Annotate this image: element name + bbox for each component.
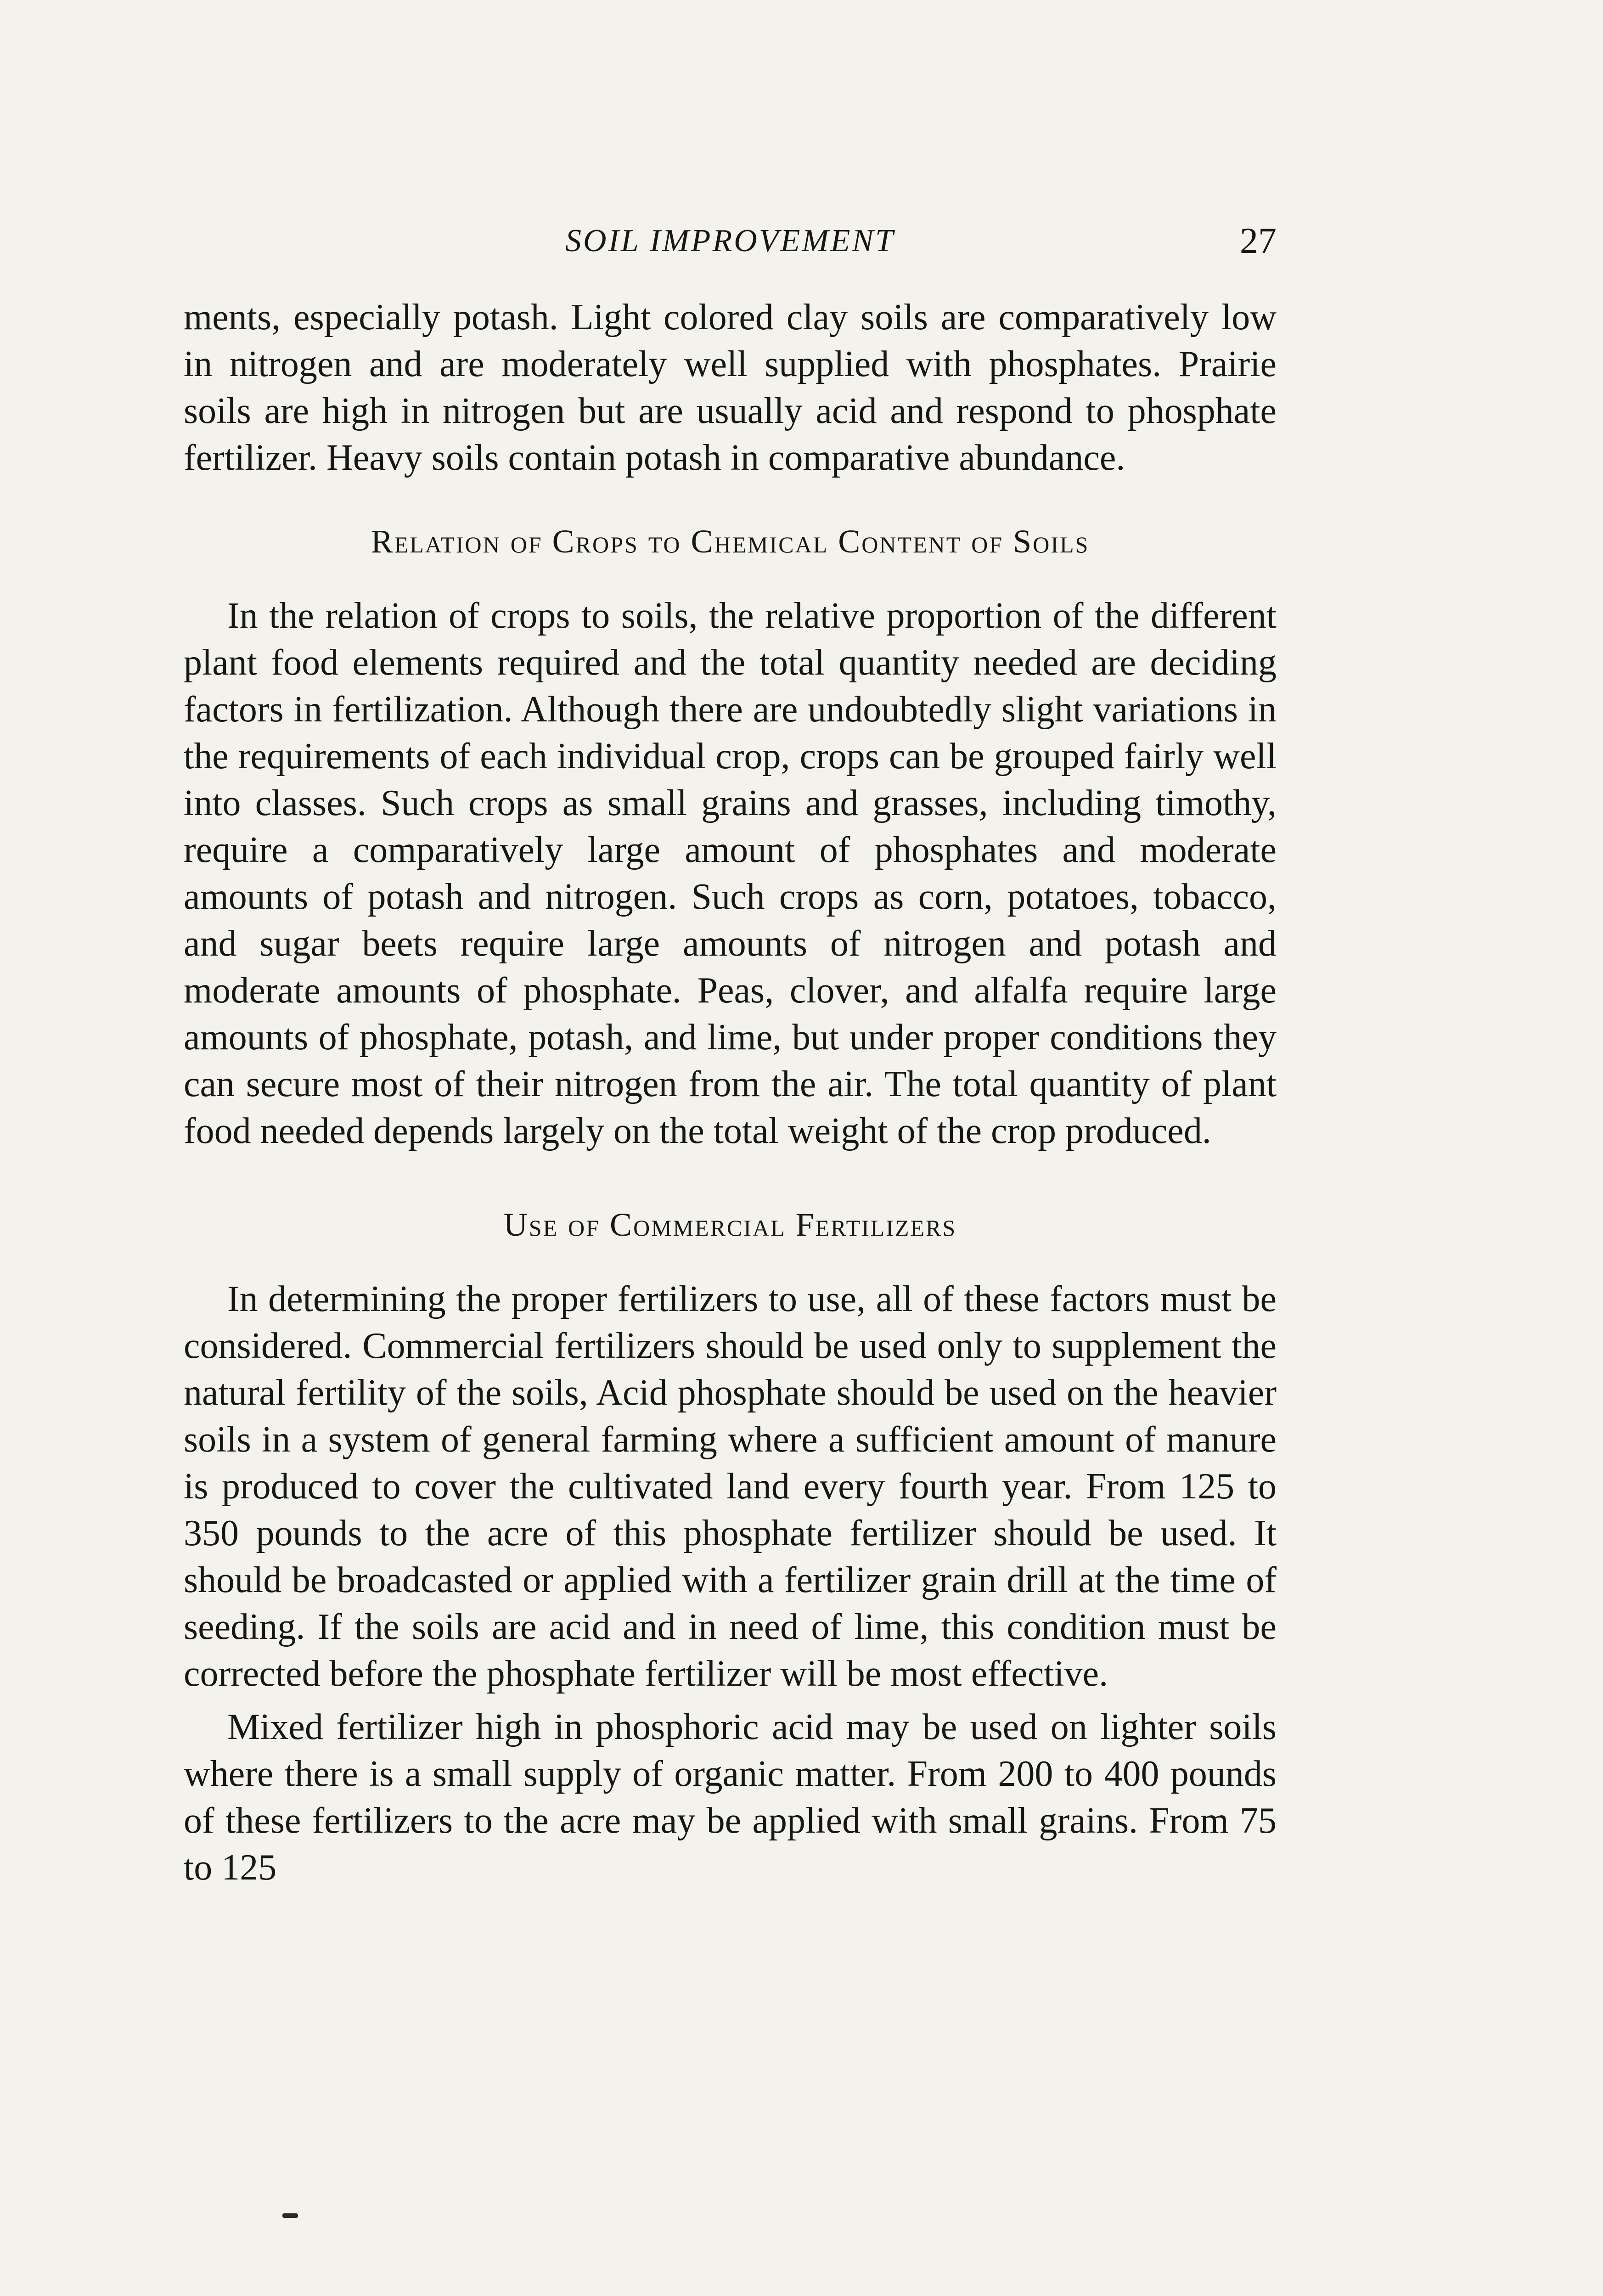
paragraph-continuation: ments, especially potash. Light colored clay soils are comparatively low in nitrogen and are moderately well supplied with phosphates. Prairie soils are high in nitrogen but are usually acid and respond to phosphate fertilizer. Heavy soils contain potash in comparative abundance. (184, 297, 1277, 478)
paragraph-determining-fertilizers: In determining the proper fertilizers to use, all of these factors must be considered. Commercial fertilizers should be used only to supplement the natural fertility of the soils, Acid phosphate should be used on the heavier soils in a system of general farming where a sufficient amount of manure is produced to cover the cultivated land every fourth year. From 125 to 350 pounds to the acre of this phosphate fertilizer should be used. It should be broadcasted or applied with a fertilizer grain drill at the time of seeding. If the soils are acid and in need of lime, this condition must be corrected before the phosphate fertilizer will be most effective. (184, 1279, 1277, 1694)
page-number: 27 (1240, 221, 1277, 261)
ink-speck-mark (282, 2213, 298, 2218)
section-heading-relation-of-crops: Relation of Crops to Chemical Content of Soils (371, 523, 1090, 560)
page-body (184, 294, 1277, 1891)
running-title: SOIL IMPROVEMENT (565, 223, 895, 259)
page-header (184, 216, 1277, 266)
paragraph-mixed-fertilizer: Mixed fertilizer high in phosphoric acid may be used on lighter soils where there is a small supply of organic matter. From 200 to 400 pounds of these fertilizers to the acre may be applied with small grains. From 75 to 125 (184, 1707, 1277, 1888)
paragraph-relation-of-crops: In the relation of crops to soils, the relative proportion of the different plant food elements required and the total quantity needed are deciding factors in fertilization. Although there are undoubtedly slight variations in the requirements of each individual crop, crops can be grouped fairly well into classes. Such crops as small grains and grasses, including timothy, require a comparatively large amount of phosphates and moderate amounts of potash and nitrogen. Such crops as corn, potatoes, tobacco, and sugar beets require large amounts of nitrogen and potash and moderate amounts of phosphate. Peas, clover, and alfalfa require large amounts of phosphate, potash, and lime, but under proper conditions they can secure most of their nitrogen from the air. The total quantity of plant food needed depends largely on the total weight of the crop produced. (184, 596, 1277, 1151)
section-heading-commercial-fertilizers: Use of Commercial Fertilizers (503, 1206, 957, 1243)
